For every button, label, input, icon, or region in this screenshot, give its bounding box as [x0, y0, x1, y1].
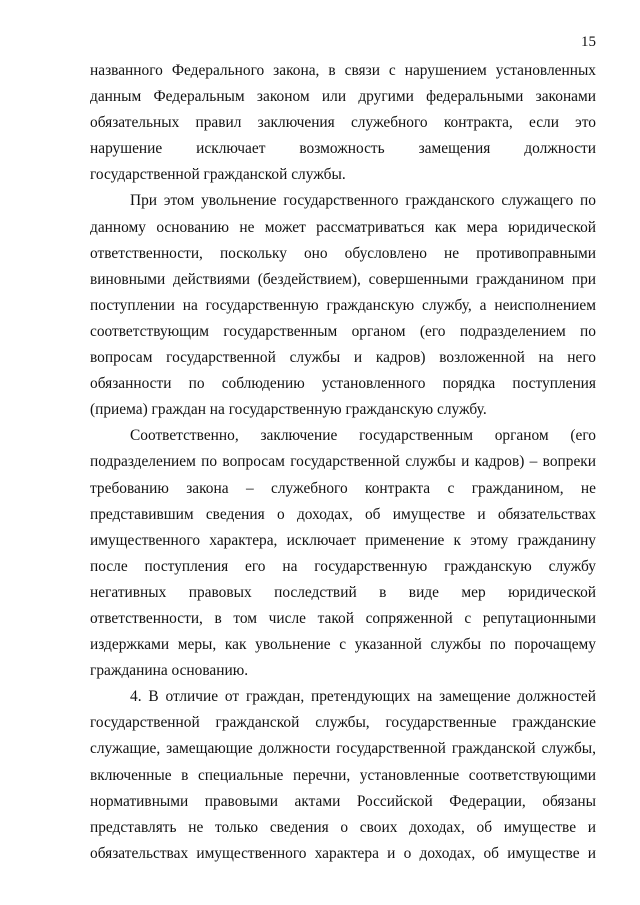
text-line: ответственности, поскольку оно обусловлено не противоправными — [90, 244, 596, 262]
text-line: соответствующим государственным органом (его подразделением по — [90, 322, 596, 340]
text-line: данным Федеральным законом или другими федеральными законами — [90, 88, 596, 106]
text-line: обязанности по соблюдению установленного порядка поступления — [90, 375, 596, 393]
text-line: виновными действиями (бездействием), совершенными гражданином при — [90, 270, 596, 288]
text-line: после поступления его на государственную гражданскую службу — [90, 557, 596, 575]
body-text — [90, 58, 596, 867]
text-line: государственной гражданской службы, государственные гражданские — [90, 714, 596, 732]
text-line: (приема) граждан на государственную гражданскую службу. — [90, 401, 487, 419]
text-line: Соответственно, заключение государственным органом (его — [130, 427, 596, 445]
text-line: имущественного характера, исключает применение к этому гражданину — [90, 531, 596, 549]
text-line: издержками меры, как увольнение с указанной службы по порочащему — [90, 636, 596, 654]
page-number: 15 — [581, 34, 596, 50]
text-line: обязательствах имущественного характера и о доходах, об имуществе и — [90, 844, 596, 862]
text-line: нормативными правовыми актами Российской Федерации, обязаны — [90, 792, 596, 810]
text-line: требованию закона – служебного контракта с гражданином, не — [90, 479, 596, 497]
text-line: вопросам государственной службы и кадров) возложенной на него — [90, 349, 596, 367]
text-line: гражданина основанию. — [90, 662, 249, 680]
text-line: негативных правовых последствий в виде мер юридической — [90, 583, 596, 601]
text-line: нарушение исключает возможность замещения должности — [90, 140, 596, 158]
text-line: данному основанию не может рассматриваться как мера юридической — [90, 218, 596, 236]
text-line: представлять не только сведения о своих доходах, об имуществе и — [90, 818, 596, 836]
text-line: ответственности, в том числе такой сопряженной с репутационными — [90, 609, 596, 627]
text-line: поступлении на государственную гражданскую службу, а неисполнением — [90, 296, 596, 314]
text-line: 4. В отличие от граждан, претендующих на замещение должностей — [130, 688, 596, 706]
text-line: названного Федерального закона, в связи с нарушением установленных — [90, 62, 596, 79]
text-line: обязательных правил заключения служебного контракта, если это — [90, 114, 596, 132]
text-line: представившим сведения о доходах, об имуществе и обязательствах — [90, 505, 596, 523]
text-line: включенные в специальные перечни, установленные соответствующими — [90, 766, 596, 784]
text-line: подразделением по вопросам государственной службы и кадров) – вопреки — [90, 453, 596, 471]
text-line: служащие, замещающие должности государственной гражданской службы, — [90, 740, 596, 758]
text-line: государственной гражданской службы. — [90, 166, 346, 184]
text-line: При этом увольнение государственного гражданского служащего по — [130, 192, 596, 210]
